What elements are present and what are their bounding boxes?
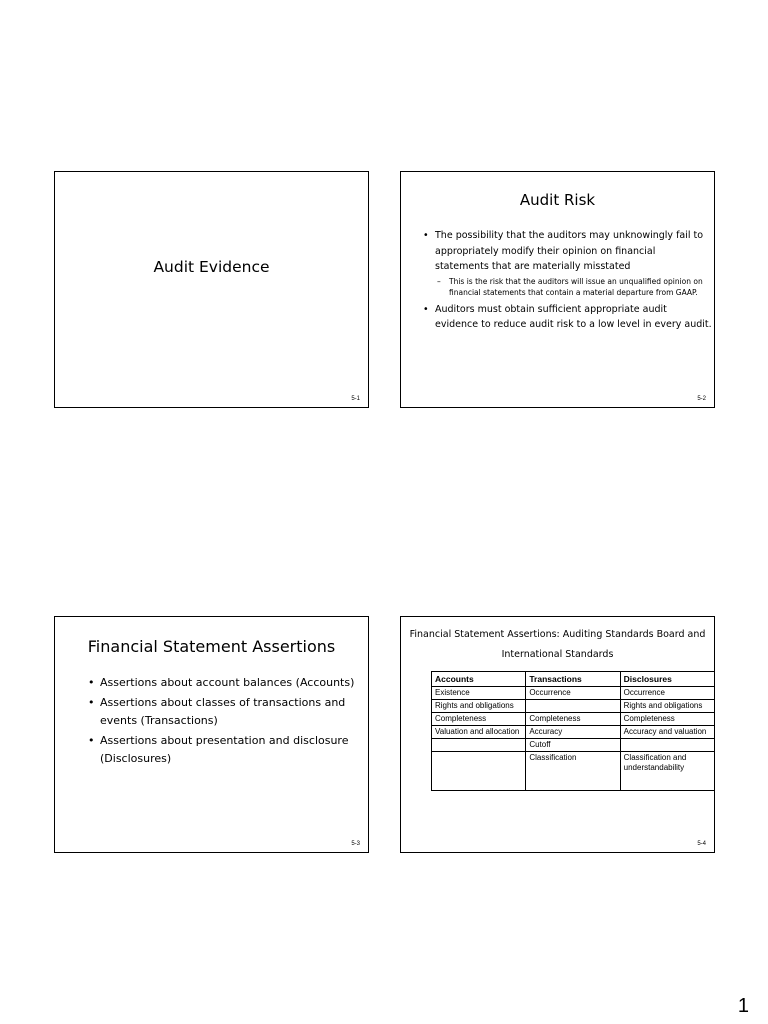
bullet-list — [86, 674, 362, 770]
table-cell — [526, 700, 620, 713]
table-cell — [620, 739, 714, 752]
assertions-table — [431, 671, 715, 791]
table-cell: Cutoff — [526, 739, 620, 752]
column-header: Accounts — [432, 672, 526, 687]
table-cell: Existence — [432, 687, 526, 700]
table-cell: Completeness — [620, 713, 714, 726]
table-cell: Completeness — [432, 713, 526, 726]
column-header: Disclosures — [620, 672, 714, 687]
sub-bullet-text: This is the risk that the auditors will issue an unqualified opinion on financial statements that contain a material departure from GAAP. — [449, 276, 703, 297]
bullet-text: The possibility that the auditors may unknowingly fail to appropriately modify their opinion on financial statements that are materially misstated — [435, 230, 704, 272]
bullet-item: • Assertions about account balances (Accounts) — [86, 674, 362, 692]
table-cell: Completeness — [526, 713, 620, 726]
slide-number: 5-3 — [351, 841, 360, 847]
table-cell: Accuracy and valuation — [620, 726, 714, 739]
column-header: Transactions — [526, 672, 620, 687]
bullet-item — [421, 228, 712, 298]
slide-audit-risk — [400, 171, 715, 408]
bullet-text: Auditors must obtain sufficient appropriate audit evidence to reduce audit risk to a low level in every audit. — [435, 303, 712, 330]
slide-number: 5-4 — [697, 841, 706, 847]
slide-title: Audit Risk — [519, 191, 596, 209]
table-cell — [432, 752, 526, 791]
slide-title: Financial Statement Assertions: Auditing Standards Board and International Standards — [409, 629, 706, 660]
table-cell: Rights and obligations — [620, 700, 714, 713]
table-cell: Classification and understandability — [620, 752, 714, 791]
slide-financial-statement-assertions — [54, 616, 369, 853]
bullet-item: • Assertions about presentation and disclosure (Disclosures) — [86, 732, 362, 768]
table-header-row — [432, 672, 715, 687]
page-number: 1 — [737, 995, 749, 1017]
slide-title: Audit Evidence — [153, 258, 270, 276]
slide-audit-evidence — [54, 171, 369, 408]
slide-title: Financial Statement Assertions — [87, 637, 336, 656]
bullet-list — [421, 228, 712, 336]
table-cell: Accuracy — [526, 726, 620, 739]
table-cell — [432, 739, 526, 752]
bullet-item — [421, 302, 712, 333]
table-row — [432, 726, 715, 739]
table-row — [432, 713, 715, 726]
table-cell: Occurrence — [620, 687, 714, 700]
sub-bullet-item — [435, 276, 712, 298]
slide-assertions-table — [400, 616, 715, 853]
table-row — [432, 687, 715, 700]
table-cell: Classification — [526, 752, 620, 791]
table-cell: Rights and obligations — [432, 700, 526, 713]
table-row — [432, 752, 715, 791]
table-row — [432, 739, 715, 752]
table-cell: Valuation and allocation — [432, 726, 526, 739]
slide-number: 5-1 — [351, 396, 360, 402]
table-row — [432, 700, 715, 713]
bullet-item: • Assertions about classes of transactions and events (Transactions) — [86, 694, 362, 730]
slide-number: 5-2 — [697, 396, 706, 402]
table-cell: Occurrence — [526, 687, 620, 700]
